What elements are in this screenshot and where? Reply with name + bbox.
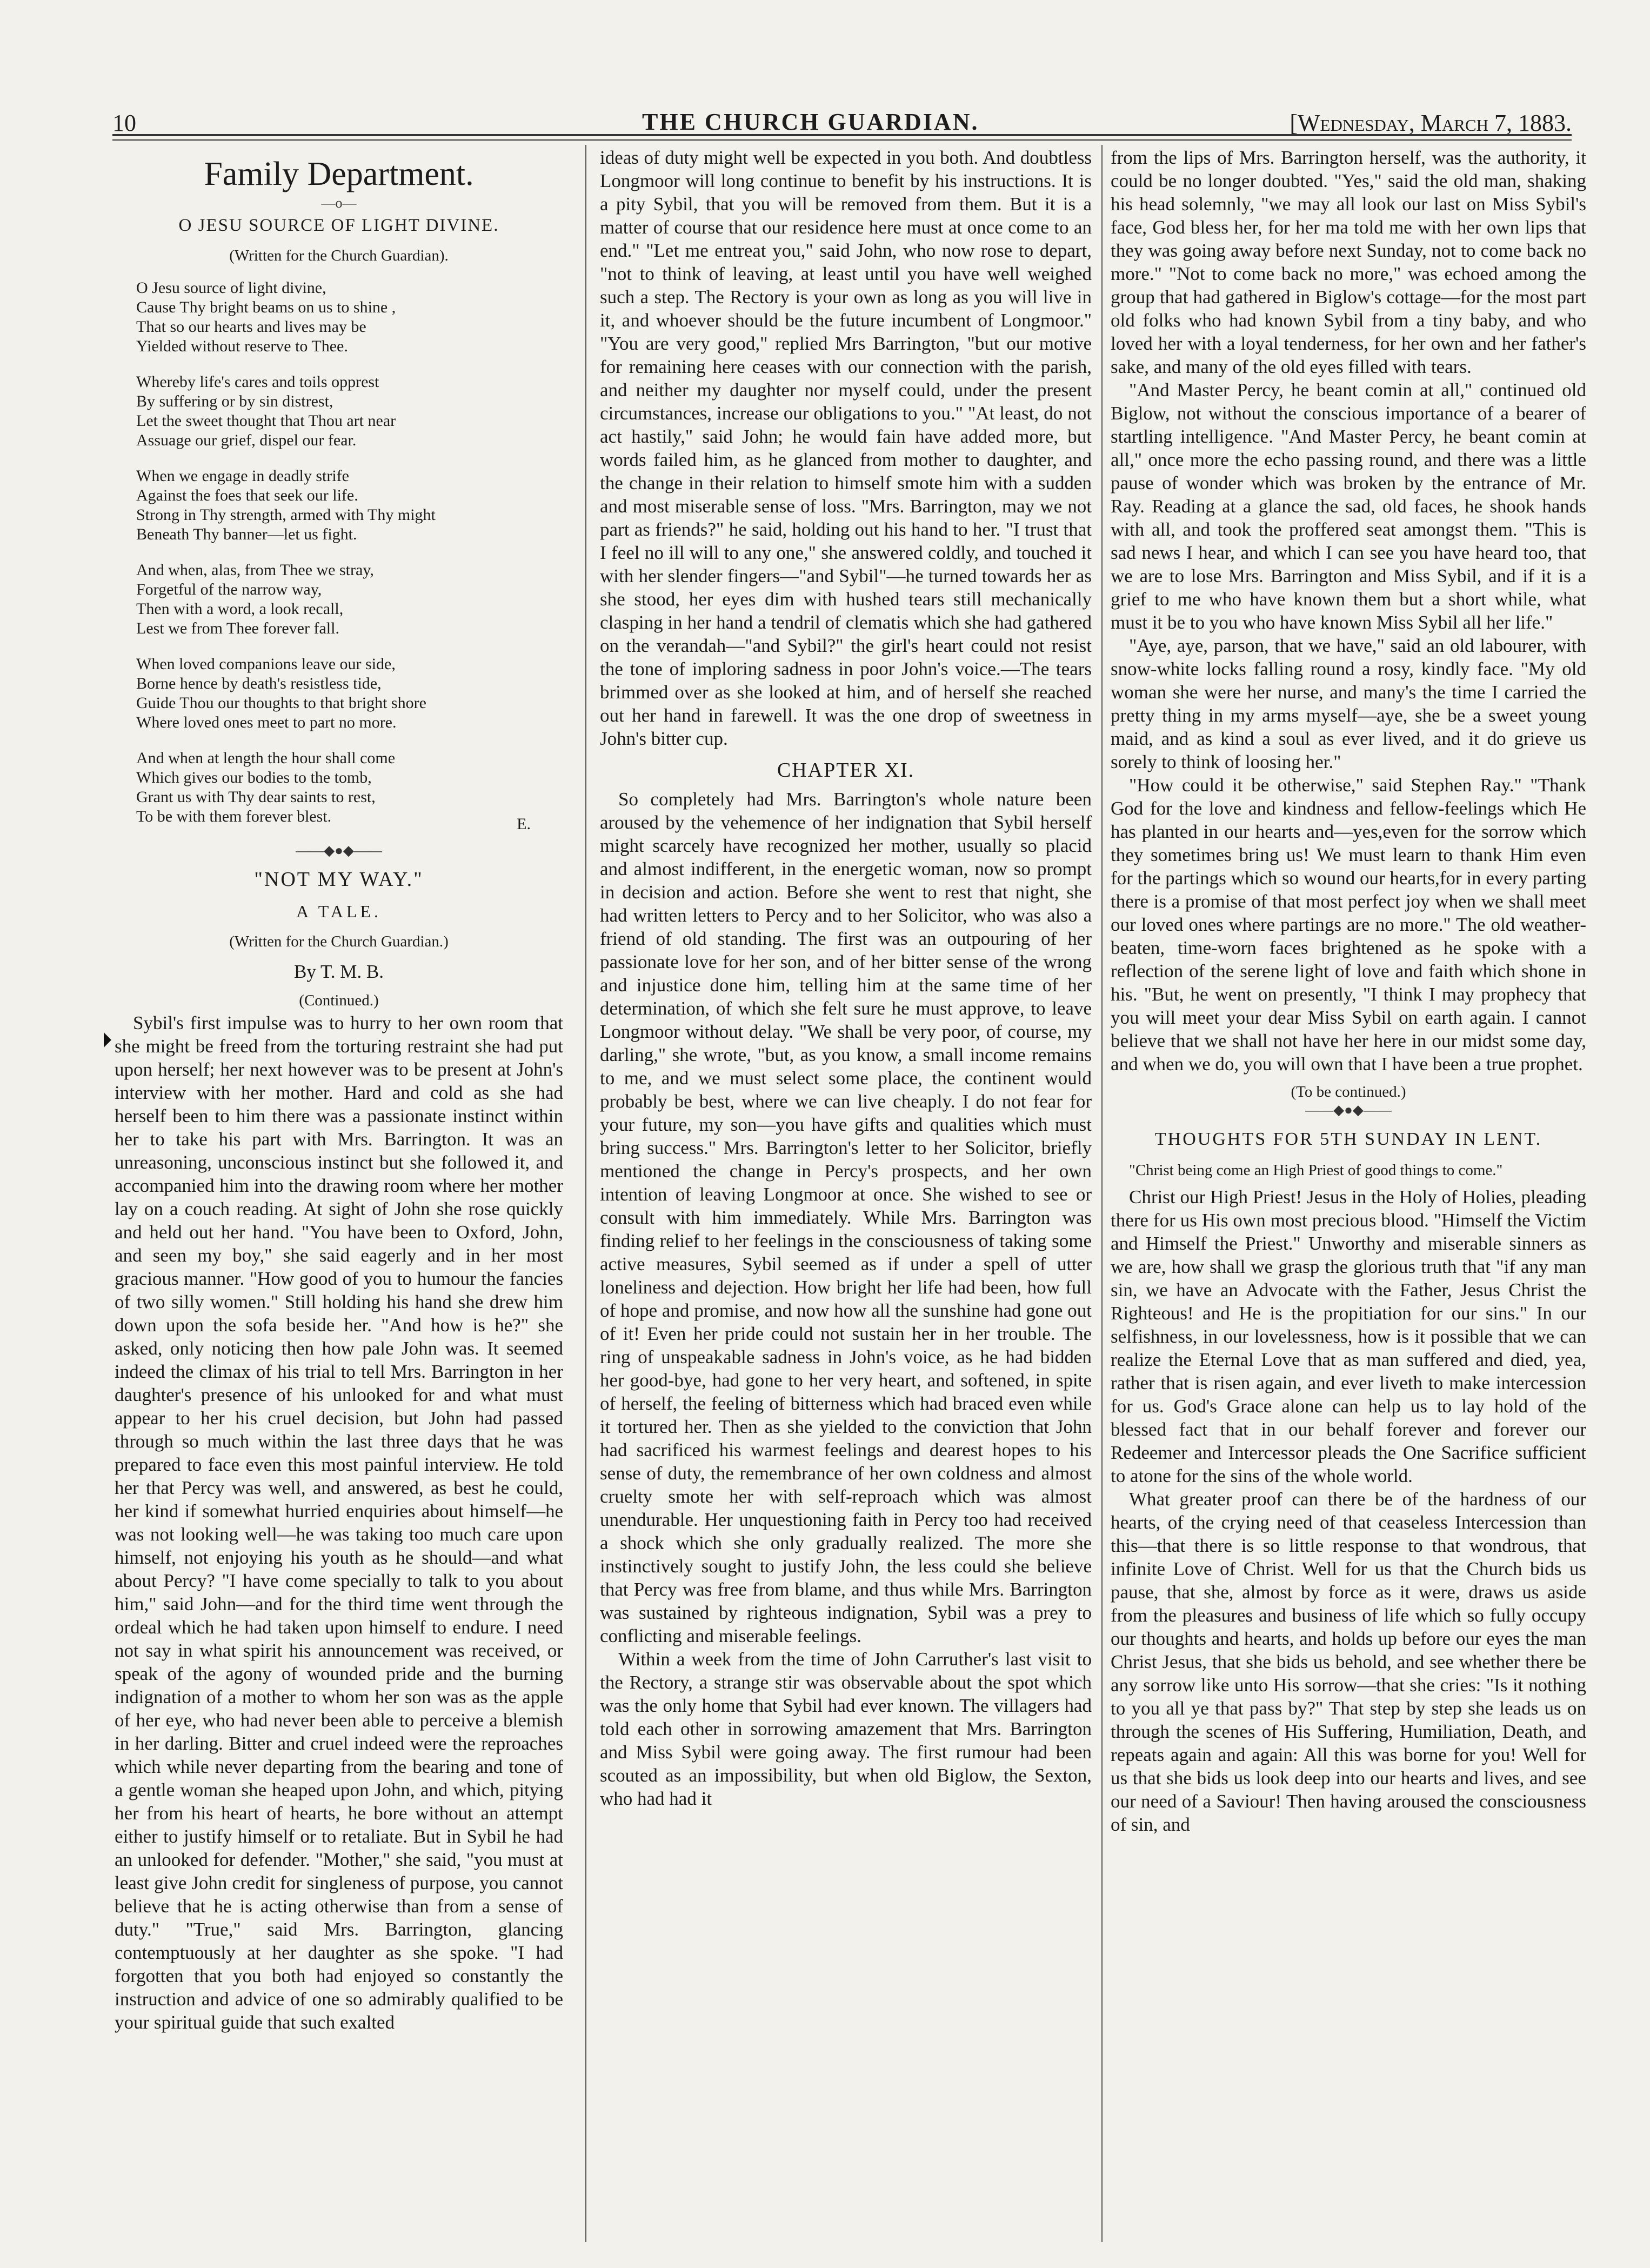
margin-pointer-icon: [104, 1032, 111, 1048]
paragraph: ideas of duty might well be expected in you both. And doubtless Longmoor will long continue to benefit by his instructions. It is a pity Sybil, that you will be removed from them. But it is a matter of course that our residence here must at once come to an end." "Let me entreat you," said John, who now rose to depart, "not to think of leaving, at least until you have well weighed such a step. The Rectory is your own as long as you will live in it, and whoever should be the future incumbent of Longmoor." "You are very good," replied Mrs Barrington, "but our motive for remaining here ceases with our connection with the parish, and neither my daughter nor myself could, under the present circumstances, increase our obligations to you." "At least, do not act hastily," said John; he would fain have added more, but words failed him, as he glanced from mother to daughter, and the change in their relation to himself smote him with a sudden and most miserable sense of loss. "Mrs. Barrington, may we not part as friends?" he said, holding out his hand to her. "I trust that I feel no ill will to any one," she answered coldly, and touched it with her slender fingers—"and Sybil"—he turned towards her as she stood, her eyes dim with hushed tears still mechanically clasping in her hand a tendril of clematis which she had gathered on the verandah—"and Sybil?" the girl's heart could not resist the tone of imploring sadness in poor John's voice.—The tears brimmed over as she looked at him, and of herself she reached out her hand in farewell. It was the one drop of sweetness in John's bitter cup.: [600, 147, 1092, 749]
column-2: [600, 146, 1092, 2243]
poem-line: Assuage our grief, dispel our fear.: [136, 431, 357, 449]
paragraph: Within a week from the time of John Carruther's last visit to the Rectory, a strange stir was observable about the spot which was the only home that Sybil had ever known. The villagers had told each other in sorrowing amazement that Mrs. Barrington and Miss Sybil were going away. The first rumour had been scouted as an impossibility, but when old Biglow, the Sexton, who had had it: [600, 1649, 1092, 1809]
poem-line: Lest we from Thee forever fall.: [136, 619, 339, 637]
paragraph: "How could it be otherwise," said Stephen Ray." "Thank God for the love and kindness and fellow-feelings which He has planted in our hearts and—yes,even for the sorrow which they sometimes bring us! We must learn to thank Him even for the partings which so wound our hearts,for in every parting there is a promise of that most perfect joy when we shall meet our loved ones where partings are no more." The old weather-beaten, time-worn faces brightened as he spoke with a reflection of the serene light of love and faith which shone in his. "But, he went on presently, "I think I may prophecy that you will meet your dear Miss Sybil on earth again. I cannot believe that we shall not have her here in our midst some day, and when we do, you will own that I have been a true prophet.: [1111, 775, 1586, 1075]
poem-title: O JESU SOURCE OF LIGHT DIVINE.: [178, 216, 499, 235]
poem-line: Let the sweet thought that Thou art near: [136, 412, 396, 430]
poem-line: Guide Thou our thoughts to that bright shore: [136, 694, 426, 712]
to-be-continued: (To be continued.): [1291, 1083, 1406, 1100]
paragraph: "Aye, aye, parson, that we have," said an old labourer, with snow-white locks falling round a rosy, kindly face. "My old woman she were her nurse, and many's the time I carried the pretty thing in my arms myself—aye, she be a sweet young maid, and as kind a soul as ever lived, and it do grieve us sorely to think of loosing her.": [1111, 635, 1586, 772]
poem-signature: E.: [517, 815, 531, 833]
paragraph: What greater proof can there be of the hardness of our hearts, of the crying need of that ceaseless Intercession than this—that there is so little response to that wondrous, that infinite Love of Christ. Well for us that the Church bids us pause, that she, almost by force as it were, draws us aside from the pleasures and business of life which so fully occupy our thoughts and hearts, and holds up before our eyes the man Christ Jesus, that she bids us behold, and see whether there be any sorrow like unto His sorrow—that she cries: "Is it nothing to you all ye that pass by?" That step by step she leads us on through the scenes of His Suffering, Humiliation, Death, and repeats again and again: All this was borne for you! Well for us that she bids us look deep into our hearts and lives, and see our need of a Saviour! Then having aroused the consciousness of sin, and: [1111, 1489, 1586, 1835]
poem-line: Cause Thy bright beams on us to shine ,: [136, 298, 396, 316]
header-rule-thin: [112, 139, 1572, 141]
header-rule: [112, 134, 1572, 136]
poem-line: Where loved ones meet to part no more.: [136, 713, 397, 731]
poem-line: When we engage in deadly strife: [136, 467, 349, 485]
page-number: 10: [112, 110, 136, 136]
tale-author: By T. M. B.: [294, 961, 384, 982]
masthead: THE CHURCH GUARDIAN.: [642, 109, 979, 135]
poem-stanza: [136, 278, 563, 356]
column-divider: [1101, 145, 1103, 2242]
paragraph: So completely had Mrs. Barrington's whole nature been aroused by the vehemence of her indignation that Sybil herself might scarcely have recognized her mother, usually so placid and almost indifferent, in the energetic woman, now so prompt in decision and action. Before she went to rest that night, she had written letters to Percy and to her Solicitor, who was also a friend of old standing. The first was an outpouring of her passionate love for her son, and of her bitter sense of the wrong and injustice done him, telling him at the same time of her determination, of which she felt sure he must approve, to leave Longmoor without delay. "We shall be very poor, of course, my darling," she wrote, "but, as you know, a small income remains to me, and we must select some place, the continent would probably be best, where we can live cheaply. I do not fear for your future, my son—you have gifts and qualities which must bring success." Mrs. Barrington's letter to her Solicitor, briefly mentioned the change in Percy's prospects, and her own intention of leaving Longmoor at once. She wished to see or consult with him immediately. While Mrs. Barrington was finding relief to her feelings in the consciousness of taking some active measures, Sybil seemed as if under a spell of utter loneliness and dejection. How bright her life had been, how full of hope and promise, and now how all the sunshine had gone out of it! Even her pride could not sustain her in her trouble. The ring of unspeakable sadness in John's voice, as he had bidden her good-bye, had gone to her very heart, and softened, in spite of herself, the feeling of bitterness which had braced even while it tortured her. Then as she yielded to the conviction that John had sacrificed his warmest feelings and dearest hopes to his sense of duty, the remembrance of her own coldness and almost cruelty smote her with self-reproach which was almost unendurable. Her unquestioning faith in Percy too had received a shock which she only gradually realized. The more she instinctively sought to justify John, the less could she believe that Percy was free from blame, and thus while Mrs. Barrington was sustained by righteous indignation, Sybil was a prey to conflicting and miserable feelings.: [600, 789, 1092, 1646]
poem-line: Grant us with Thy dear saints to rest,: [136, 788, 376, 806]
paragraph: Christ our High Priest! Jesus in the Holy of Holies, pleading there for us His own most precious blood. "Himself the Victim and Himself the Priest." Unworthy and miserable sinners as we are, how shall we grasp the glorious truth that "if any man sin, we have an Advocate with the Father, Jesus Christ the Righteous! and He is the propitiation for our sins." In our selfishness, in our lovelessness, how is it possible that we can realize the Eternal Love that as man suffered and died, yea, rather that is risen again, and ever liveth to make intercession for us. God's Grace alone can help us to lay hold of the blessed fact that in our behalf forever and forever our Redeemer and Intercessor pleads the One Sacrifice sufficient to atone for the sins of the whole world.: [1111, 1186, 1586, 1486]
ornament-divider: ——◆●◆——: [1305, 1102, 1392, 1118]
column-1: [115, 146, 563, 2243]
paragraph: from the lips of Mrs. Barrington herself, was the authority, it could be no longer doubted. "Yes," said the old man, shaking his head solemnly, "we may all look our last on Miss Sybil's face, God bless her, for her ma told me with her own lips that they was going away before next Sunday, not to come back no more." "Not to come back no more," was echoed among the group that had gathered in Biglow's cottage—for the most part old folks who had known Sybil from a tiny baby, and who loved her with a loyal tenderness, for her own and her father's sake, and many of the old eyes filled with tears.: [1111, 147, 1586, 377]
poem-line: To be with them forever blest.: [136, 808, 332, 825]
tale-byline: (Written for the Church Guardian.): [229, 933, 449, 950]
poem-line: By suffering or by sin distrest,: [136, 392, 333, 410]
poem-byline: (Written for the Church Guardian).: [229, 247, 449, 264]
department-title: Family Department.: [204, 156, 474, 192]
epigraph: "Christ being come an High Priest of good things to come.": [1129, 1162, 1503, 1179]
paragraph: Sybil's first impulse was to hurry to her own room that she might be freed from the torturing restraint she had put upon herself; her next however was to be present at John's interview with her mother. Hard and cold as she had herself been to him there was a passionate instinct within her to take his part with Mrs. Barrington. It was an unreasoning, unconscious instinct but she followed it, and accompanied him into the drawing room where her mother lay on a couch reading. At sight of John she rose quickly and held out her hand. "You have been to Oxford, John, and seen my boy," she said eagerly and in her most gracious manner. "How good of you to humour the fancies of two silly women." Still holding his hand she drew him down upon the sofa beside her. "And how is he?" she asked, only noticing then how pale John was. It seemed indeed the climax of his trial to tell Mrs. Barrington in her daughter's presence of his unlooked for and what must appear to her his cruel decision, but John had passed through so much within the last three days that he was prepared to face even this most painful interview. He told her that Percy was well, and answered, as best he could, her kind if somewhat hurried enquiries about himself—he was not looking well—he was taking too much care upon himself, not enjoying his youth as he should—and what about Percy? "I have come specially to talk to you about him," said John—and for the third time went through the ordeal which he had taken upon himself to endure. I need not say in what spirit his announcement was received, or speak of the agony of wounded pride and the burning indignation of a mother to whom her son was as the apple of her eye, who had never been able to perceive a blemish in her darling. Bitter and cruel indeed were the reproaches which while never departing from the bearing and tone of a gentle woman she heaped upon John, and which, pitying her from his heart of hearts, he bore without an attempt either to justify himself or to retaliate. But in Sybil he had an unlooked for defender. "Mother," she said, "you must at least give John credit for singleness of purpose, you cannot believe that he is acting otherwise than from a sense of duty." "True," said Mrs. Barrington, glancing contemptuously at her daughter as she spoke. "I had forgotten that you both had enjoyed so constantly the instruction and advice of one so admirably qualified to be your spiritual guide that such exalted: [115, 1012, 563, 2033]
poem-line: And when, alas, from Thee we stray,: [136, 561, 374, 579]
poem-line: Which gives our bodies to the tomb,: [136, 769, 372, 786]
poem-line: When loved companions leave our side,: [136, 655, 396, 673]
poem-line: O Jesu source of light divine,: [136, 279, 326, 297]
poem-stanza: [136, 561, 563, 638]
poem-line: That so our hearts and lives may be: [136, 318, 366, 336]
thoughts-title: THOUGHTS FOR 5TH SUNDAY IN LENT.: [1154, 1129, 1542, 1149]
poem-line: Then with a word, a look recall,: [136, 600, 344, 618]
ornament-divider: —o—: [321, 195, 357, 211]
poem-line: Whereby life's cares and toils opprest: [136, 373, 379, 391]
poem-line: Strong in Thy strength, armed with Thy might: [136, 506, 436, 524]
continued-note: (Continued.): [299, 992, 379, 1009]
poem-line: Beneath Thy banner—let us fight.: [136, 525, 357, 543]
column-divider: [585, 145, 586, 2242]
ornament-divider: ——◆●◆——: [296, 843, 382, 858]
poem-line: Yielded without reserve to Thee.: [136, 337, 348, 355]
chapter-heading: CHAPTER XI.: [777, 759, 915, 782]
poem-stanza: [136, 372, 563, 450]
column-3: [1111, 146, 1586, 2243]
tale-subtitle: A TALE.: [296, 902, 382, 921]
poem-line: Forgetful of the narrow way,: [136, 581, 322, 598]
poem-line: And when at length the hour shall come: [136, 749, 396, 767]
poem: [136, 278, 563, 826]
poem-line: Against the foes that seek our life.: [136, 486, 358, 504]
poem-stanza: [136, 466, 563, 544]
paragraph: "And Master Percy, he beant comin at all," continued old Biglow, not without the conscious importance of a bearer of startling intelligence. "And Master Percy, he beant comin at all," once more the echo passing round, and there was a little pause of wonder which was broken by the entrance of Mr. Ray. Reading at a glance the sad, old faces, he shook hands with all, and took the proffered seat amongst them. "This is sad news I hear, and which I can see you have heard too, that we are to lose Mrs. Barrington and Miss Sybil, and if it is a grief to me who have known them but a short while, what must it be to you who have known Miss Sybil all her life.": [1111, 379, 1586, 633]
poem-stanza: [136, 655, 563, 732]
poem-line: Borne hence by death's resistless tide,: [136, 675, 382, 692]
tale-title: "NOT MY WAY.": [254, 868, 424, 891]
issue-date: [Wednesday, March 7, 1883.: [1290, 110, 1572, 136]
